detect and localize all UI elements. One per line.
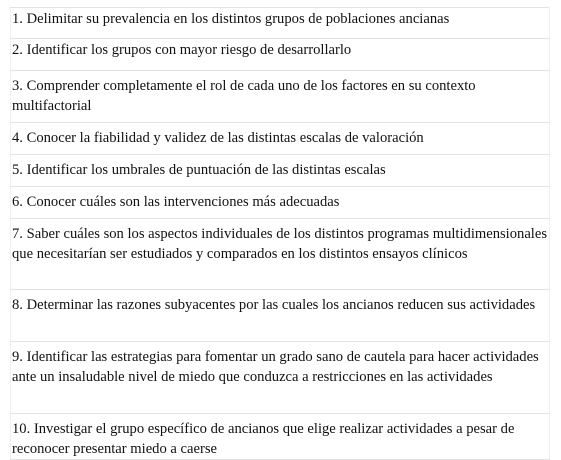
list-item: 4. Conocer la fiabilidad y validez de las distintas escalas de valoración <box>11 123 550 155</box>
list-item: 3. Comprender completamente el rol de cada uno de los factores en su contexto multifactorial <box>11 71 550 123</box>
list-item: 5. Identificar los umbrales de puntuación de las distintas escalas <box>11 155 550 187</box>
table-row <box>11 71 550 123</box>
table-row <box>11 219 550 290</box>
table-row <box>11 8 550 39</box>
list-item: 10. Investigar el grupo específico de ancianos que elige realizar actividades a pesar de reconocer presentar miedo a caerse <box>11 414 550 460</box>
table-row <box>11 187 550 219</box>
table-row <box>11 123 550 155</box>
list-item: 8. Determinar las razones subyacentes por las cuales los ancianos reducen sus actividades <box>11 290 550 342</box>
list-item: 7. Saber cuáles son los aspectos individuales de los distintos programas multidimensionales que necesitarían ser estudiados y comparados en los distintos ensayos clínicos <box>11 219 550 290</box>
table-row <box>11 414 550 460</box>
table-row <box>11 39 550 71</box>
list-item: 9. Identificar las estrategias para fomentar un grado sano de cautela para hacer actividades ante un insaludable nivel de miedo que conduzca a restricciones en las actividades <box>11 342 550 414</box>
table-row <box>11 342 550 414</box>
objectives-table <box>10 7 550 460</box>
table-row <box>11 155 550 187</box>
table-row <box>11 290 550 342</box>
list-item: 2. Identificar los grupos con mayor riesgo de desarrollarlo <box>11 39 550 71</box>
list-item: 1. Delimitar su prevalencia en los distintos grupos de poblaciones ancianas <box>11 8 550 39</box>
list-item: 6. Conocer cuáles son las intervenciones más adecuadas <box>11 187 550 219</box>
